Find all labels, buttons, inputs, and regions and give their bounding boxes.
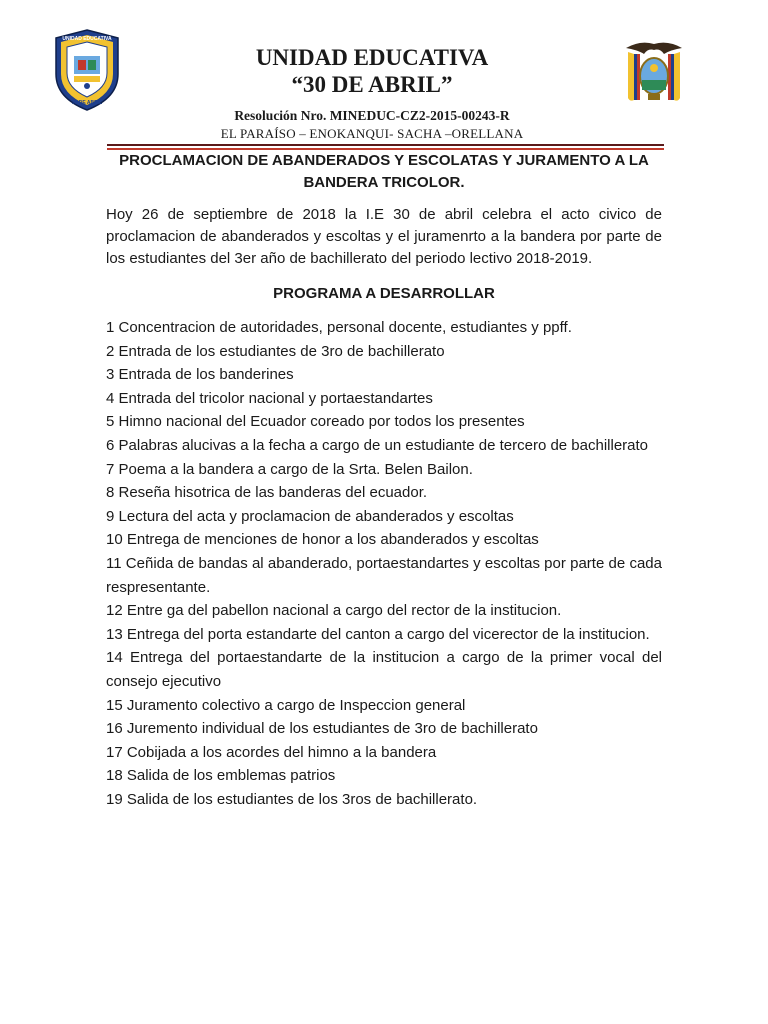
document-title xyxy=(106,150,662,194)
program-item: 5 Himno nacional del Ecuador coreado por todos los presentes xyxy=(106,413,525,431)
program-list xyxy=(106,316,662,811)
program-item: 11 Ceñida de bandas al abanderado, portaestandartes y escoltas por parte de cada respresentante. xyxy=(106,554,662,596)
program-item: 15 Juramento colectivo a cargo de Inspeccion general xyxy=(106,696,466,714)
document-title-line1: PROCLAMACION DE ABANDERADOS Y ESCOLATAS Y JURAMENTO A LA xyxy=(119,152,649,169)
program-item: 13 Entrega del porta estandarte del canton a cargo del vicerector de la institucion. xyxy=(106,625,650,643)
program-item: 16 Juremento individual de los estudiantes de 3ro de bachillerato xyxy=(106,720,538,738)
institution-subtitle: “30 DE ABRIL” xyxy=(291,72,453,97)
program-item: 3 Entrada de los banderines xyxy=(106,366,294,384)
program-item: 19 Salida de los estudiantes de los 3ros de bachillerato. xyxy=(106,790,478,808)
intro-paragraph: Hoy 26 de septiembre de 2018 la I.E 30 de abril celebra el acto civico de proclamacion de abanderados y escoltas y el juramenrto a la bandera por parte de los estudiantes del 3er año de bachillerato del periodo lectivo 2018-2019. xyxy=(106,206,662,267)
program-item: 2 Entrada de los estudiantes de 3ro de bachillerato xyxy=(106,342,445,360)
program-item: 7 Poema a la bandera a cargo de la Srta. Belen Bailon. xyxy=(106,460,473,478)
program-item: 4 Entrada del tricolor nacional y portaestandartes xyxy=(106,389,433,407)
program-item: 10 Entrega de menciones de honor a los abanderados y escoltas xyxy=(106,531,539,549)
logo-left-top-text: UNIDAD EDUCATIVA xyxy=(62,36,112,42)
institution-name: UNIDAD EDUCATIVA xyxy=(255,45,489,70)
header-divider-dark xyxy=(107,144,664,146)
document-header xyxy=(150,44,594,142)
section-title: PROGRAMA A DESARROLLAR xyxy=(273,285,495,302)
program-item: 6 Palabras alucivas a la fecha a cargo de un estudiante de tercero de bachillerato xyxy=(106,436,649,454)
program-item: 14 Entrega del portaestandarte de la institucion a cargo de la primer vocal del consejo ejecutivo xyxy=(106,649,662,690)
document-title-line2: BANDERA TRICOLOR. xyxy=(303,174,465,191)
logo-left-bottom-text: 30 DE ABRIL xyxy=(71,100,103,106)
institution-location: EL PARAÍSO – ENOKANQUI- SACHA –ORELLANA xyxy=(220,126,524,141)
program-item: 17 Cobijada a los acordes del himno a la bandera xyxy=(106,743,437,761)
program-item: 1 Concentracion de autoridades, personal docente, estudiantes y ppff. xyxy=(106,319,572,336)
program-item: 9 Lectura del acta y proclamacion de abanderados y escoltas xyxy=(106,507,514,525)
program-item: 12 Entre ga del pabellon nacional a cargo del rector de la institucion. xyxy=(106,602,562,620)
school-shield-icon xyxy=(52,28,122,112)
program-item: 18 Salida de los emblemas patrios xyxy=(106,767,336,785)
ecuador-coat-of-arms-icon xyxy=(618,38,690,108)
program-item: 8 Reseña hisotrica de las banderas del ecuador. xyxy=(106,484,428,502)
resolution-number: Resolución Nro. MINEDUC-CZ2-2015-00243-R xyxy=(234,108,510,123)
